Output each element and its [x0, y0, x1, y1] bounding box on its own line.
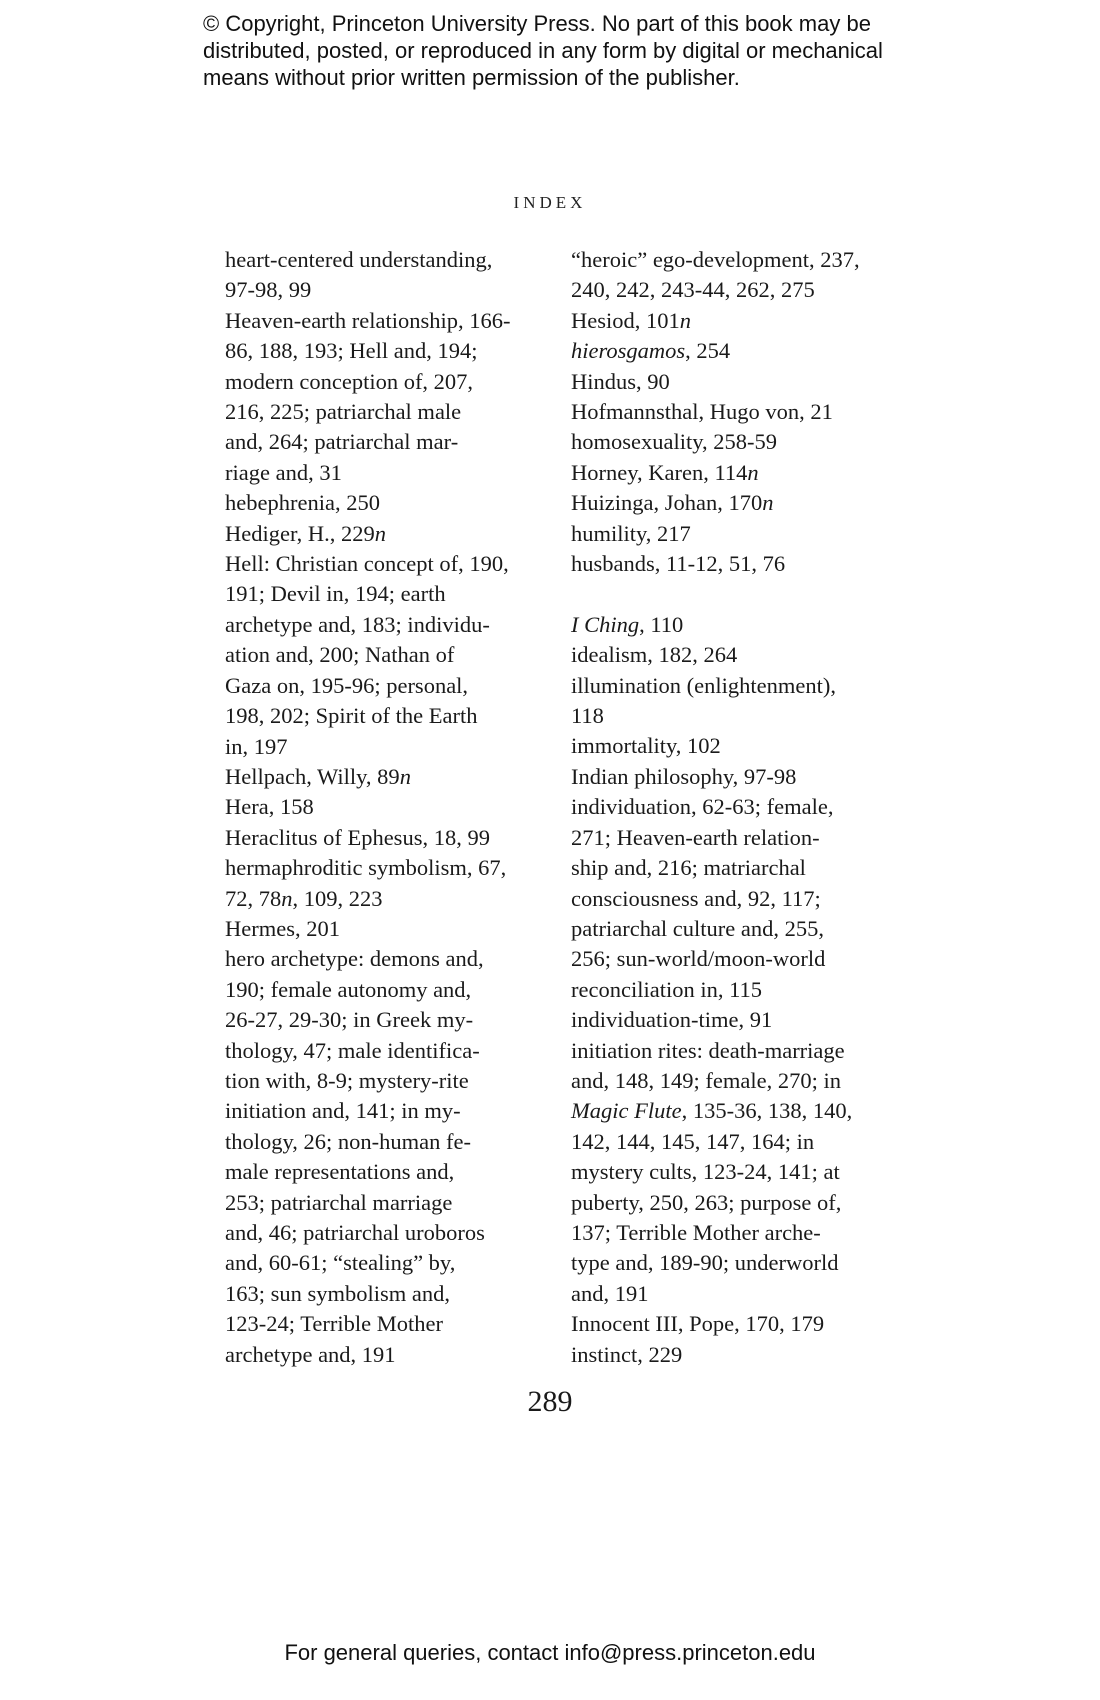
- index-entry-line: Heaven-earth relationship, 166-: [225, 307, 511, 333]
- index-entry-line: Magic Flute, 135-36, 138, 140,: [571, 1098, 853, 1124]
- index-entry: [571, 1005, 911, 1035]
- copyright-line: means without prior written permission of the publisher.: [203, 65, 740, 90]
- index-entry: [225, 549, 555, 762]
- index-entry-line: 123-24; Terrible Mother: [225, 1311, 443, 1337]
- index-column-left: [225, 245, 555, 1370]
- index-group-h: [571, 245, 911, 579]
- index-entry-line: Indian philosophy, 97-98: [571, 763, 797, 789]
- index-entry-line: consciousness and, 92, 117;: [571, 885, 821, 911]
- index-entry-line: type and, 189-90; underworld: [571, 1250, 839, 1276]
- index-entry-line: and, 264; patriarchal mar-: [225, 429, 459, 455]
- index-entry-line: 190; female autonomy and,: [225, 976, 472, 1002]
- index-entry-line: 253; patriarchal marriage: [225, 1189, 453, 1215]
- index-entry-line: 97-98, 99: [225, 277, 312, 303]
- index-entry-line: and, 148, 149; female, 270; in: [571, 1067, 841, 1093]
- index-entry-line: 271; Heaven-earth relation-: [571, 824, 820, 850]
- index-entry-line: thology, 47; male identifica-: [225, 1037, 480, 1063]
- index-entry: [571, 1309, 911, 1339]
- index-entry-line: humility, 217: [571, 520, 691, 546]
- index-entry: [571, 549, 911, 579]
- index-entry-line: hermaphroditic symbolism, 67,: [225, 855, 507, 881]
- index-entry-line: Innocent III, Pope, 170, 179: [571, 1311, 825, 1337]
- index-entry-line: Horney, Karen, 114n: [571, 459, 759, 485]
- index-entry: [225, 914, 555, 944]
- index-entry-line: archetype and, 191: [225, 1341, 396, 1367]
- index-entry-line: 198, 202; Spirit of the Earth: [225, 703, 478, 729]
- index-entry-line: Hera, 158: [225, 794, 314, 820]
- index-entry-line: immortality, 102: [571, 733, 721, 759]
- index-entry-line: hebephrenia, 250: [225, 490, 380, 516]
- index-entry-line: illumination (enlightenment),: [571, 672, 836, 698]
- index-entry: [225, 823, 555, 853]
- index-entry: [571, 1036, 911, 1310]
- page-number: 289: [527, 1385, 573, 1418]
- index-entry-line: and, 191: [571, 1280, 649, 1306]
- index-entry-line: reconciliation in, 115: [571, 976, 762, 1002]
- index-entry-line: modern conception of, 207,: [225, 368, 474, 394]
- index-entry: [225, 245, 555, 306]
- index-entry-line: husbands, 11-12, 51, 76: [571, 551, 786, 577]
- index-entry-line: Hofmannsthal, Hugo von, 21: [571, 399, 833, 425]
- index-entry: [225, 792, 555, 822]
- index-entry-line: archetype and, 183; individu-: [225, 611, 490, 637]
- index-entry-line: ship and, 216; matriarchal: [571, 855, 806, 881]
- index-entry: [571, 792, 911, 1005]
- index-entry-line: male representations and,: [225, 1159, 455, 1185]
- index-entry-line: “heroic” ego-development, 237,: [571, 247, 860, 272]
- index-entry-line: 118: [571, 703, 604, 729]
- index-entry: [225, 306, 555, 488]
- index-entry-line: initiation and, 141; in my-: [225, 1098, 461, 1124]
- index-entry: [571, 610, 911, 640]
- index-entry-line: 216, 225; patriarchal male: [225, 399, 462, 425]
- index-entry-line: Gaza on, 195-96; personal,: [225, 672, 469, 698]
- index-entry-line: tion with, 8-9; mystery-rite: [225, 1067, 469, 1093]
- index-entry-line: in, 197: [225, 733, 288, 759]
- index-entry-line: 240, 242, 243-44, 262, 275: [571, 277, 815, 303]
- index-entry: [571, 306, 911, 336]
- index-column-right: [571, 245, 911, 1370]
- index-entry-line: homosexuality, 258-59: [571, 429, 778, 455]
- index-entry-line: mystery cults, 123-24, 141; at: [571, 1159, 840, 1185]
- copyright-line: © Copyright, Princeton University Press. No part of this book may be: [203, 11, 871, 36]
- index-entry: [571, 640, 911, 670]
- index-entry-line: individuation, 62-63; female,: [571, 794, 834, 820]
- copyright-line: distributed, posted, or reproduced in any form by digital or mechanical: [203, 38, 883, 63]
- index-entry-line: 191; Devil in, 194; earth: [225, 581, 446, 607]
- index-entry: [571, 731, 911, 761]
- footer-contact: For general queries, contact info@press.princeton.edu: [284, 1640, 816, 1665]
- index-entry-line: 137; Terrible Mother arche-: [571, 1219, 821, 1245]
- index-entry: [571, 245, 911, 306]
- index-entry: [571, 762, 911, 792]
- index-entry: [225, 853, 555, 914]
- index-heading: INDEX: [513, 193, 587, 212]
- index-entry-line: individuation-time, 91: [571, 1007, 773, 1033]
- index-entry: [571, 488, 911, 518]
- index-entry-line: hero archetype: demons and,: [225, 946, 484, 972]
- index-entry-line: 72, 78n, 109, 223: [225, 885, 383, 911]
- index-entry: [571, 336, 911, 366]
- copyright-notice: [203, 10, 923, 91]
- index-entry: [571, 671, 911, 732]
- index-entry-line: initiation rites: death-marriage: [571, 1037, 845, 1063]
- index-entry-line: and, 60-61; “stealing” by,: [225, 1250, 456, 1276]
- index-entry-line: ation and, 200; Nathan of: [225, 642, 455, 668]
- index-entry-line: heart-centered understanding,: [225, 247, 493, 272]
- index-entry-line: 26-27, 29-30; in Greek my-: [225, 1007, 474, 1033]
- index-entry-line: Heraclitus of Ephesus, 18, 99: [225, 824, 490, 850]
- index-group-i: [571, 610, 911, 1370]
- index-entry-line: riage and, 31: [225, 459, 342, 485]
- index-entry-line: instinct, 229: [571, 1341, 683, 1367]
- index-entry-line: Hesiod, 101n: [571, 307, 691, 333]
- index-entry: [571, 458, 911, 488]
- index-entry-line: patriarchal culture and, 255,: [571, 915, 825, 941]
- index-entry-line: Huizinga, Johan, 170n: [571, 490, 774, 516]
- index-entry: [225, 762, 555, 792]
- index-entry: [571, 427, 911, 457]
- index-entry: [225, 519, 555, 549]
- index-entry: [225, 944, 555, 1370]
- index-entry-line: 256; sun-world/moon-world: [571, 946, 826, 972]
- index-entry-line: Hell: Christian concept of, 190,: [225, 551, 509, 577]
- index-entry: [571, 397, 911, 427]
- index-entry: [571, 519, 911, 549]
- index-entry-line: I Ching, 110: [571, 611, 684, 637]
- index-entry: [571, 1340, 911, 1370]
- index-entry: [225, 488, 555, 518]
- index-entry: [571, 367, 911, 397]
- index-entry-line: 142, 144, 145, 147, 164; in: [571, 1128, 815, 1154]
- index-entry-line: Hellpach, Willy, 89n: [225, 763, 411, 789]
- index-entry-line: puberty, 250, 263; purpose of,: [571, 1189, 842, 1215]
- index-entry-line: hierosgamos, 254: [571, 338, 731, 364]
- group-spacer: [571, 579, 911, 609]
- index-entry-line: idealism, 182, 264: [571, 642, 738, 668]
- index-entry-line: 86, 188, 193; Hell and, 194;: [225, 338, 478, 364]
- index-entry-line: and, 46; patriarchal uroboros: [225, 1220, 485, 1245]
- index-entry-line: Hermes, 201: [225, 915, 340, 941]
- index-entry-line: Hindus, 90: [571, 368, 670, 394]
- index-entry-line: thology, 26; non-human fe-: [225, 1128, 471, 1154]
- index-entry-line: Hediger, H., 229n: [225, 520, 386, 546]
- index-entry-line: 163; sun symbolism and,: [225, 1280, 451, 1306]
